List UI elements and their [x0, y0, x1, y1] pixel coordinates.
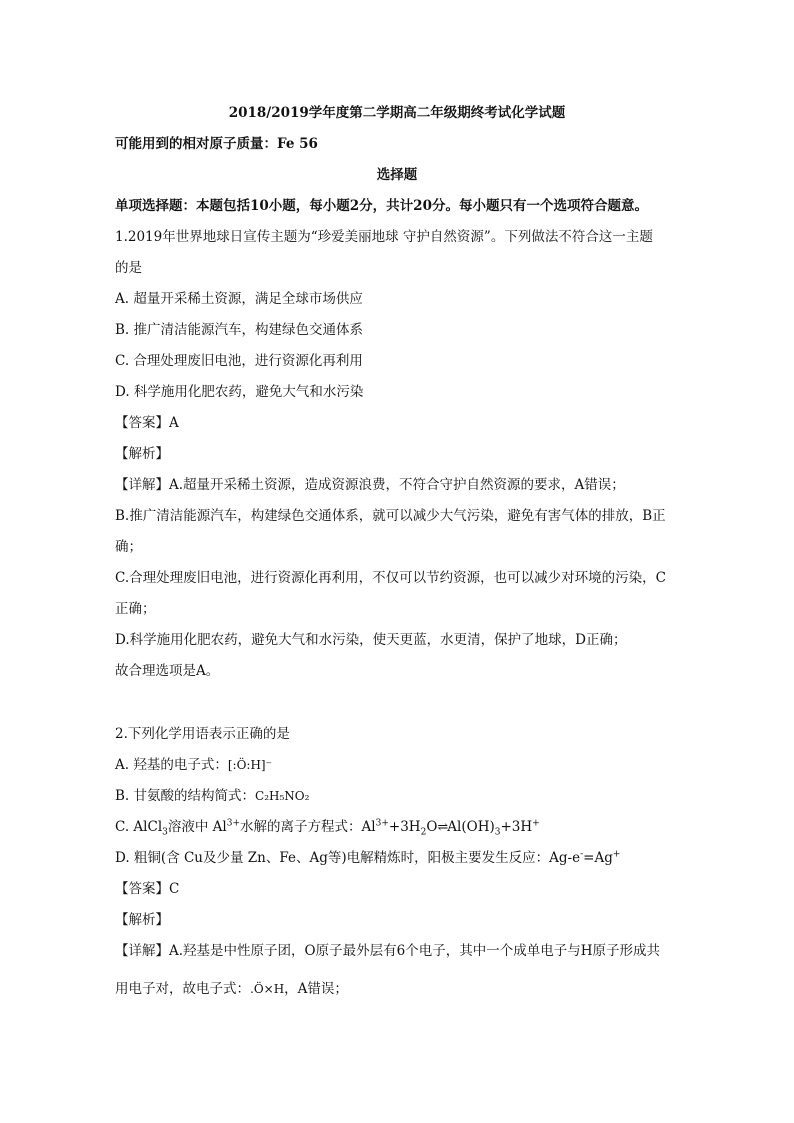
q2-option-b-text: B. 甘氨酸的结构简式： [115, 788, 256, 804]
atomic-mass-note: 可能用到的相对原子质量：Fe 56 [115, 136, 318, 152]
q2-c-sub: 3 [494, 827, 501, 838]
q2-analysis-label: 【解析】 [115, 912, 169, 928]
q2-c-part: +3H [388, 819, 421, 835]
q2-option-b [115, 787, 684, 805]
q2-option-d [115, 849, 684, 867]
q1-detail-c-line1: C.合理处理废旧电池，进行资源化再利用，不仅可以节约资源，也可以减少对环境的污染，C [115, 570, 666, 586]
q1-detail-b-line2: 确； [115, 539, 142, 555]
q2-detail-a-post: ，A错误； [284, 981, 348, 997]
q2-option-a-text: A. 羟基的电子式： [115, 757, 228, 773]
q1-detail-c-line2: 正确； [115, 601, 156, 617]
q1-option-b: B. 推广清洁能源汽车，构建绿色交通体系 [115, 322, 364, 338]
q2-d-part: =Ag [583, 850, 613, 866]
q1-detail-b-line1: B.推广清洁能源汽车，构建绿色交通体系，就可以减少大气污染，避免有害气体的排放，B正 [115, 508, 666, 524]
q2-c-part: 水解的离子方程式：Al [240, 819, 376, 835]
q2-c-part: Al(OH) [447, 819, 495, 835]
q2-detail-a-pre: 用电子对，故电子式： [115, 981, 250, 997]
q1-option-c: C. 合理处理废旧电池，进行资源化再利用 [115, 353, 363, 369]
q2-c-sup: 3+ [375, 818, 389, 829]
q2-option-b-formula: C₂H₅NO₂ [255, 789, 310, 803]
q2-c-part: O [426, 819, 438, 835]
q2-detail-a-line2 [115, 980, 684, 998]
q2-c-part: 溶液中 Al [167, 819, 227, 835]
q1-option-d: D. 科学施用化肥农药，避免大气和水污染 [115, 384, 364, 400]
q1-conclusion: 故合理选项是A。 [115, 663, 220, 679]
q1-detail-a: 【详解】A.超量开采稀土资源，造成资源浪费，不符合守护自然资源的要求，A错误； [115, 477, 625, 493]
q1-stem-line1: 1.2019年世界地球日宣传主题为“珍爱美丽地球 守护自然资源”。下列做法不符合这一主题 [115, 229, 653, 245]
section-heading: 选择题 [376, 167, 418, 183]
hydroxyl-lewis-formula: .Ö×H [250, 982, 285, 996]
q2-c-sub: 2 [420, 827, 427, 838]
q1-answer: 【答案】A [115, 415, 179, 431]
q2-option-a-formula: [:Ö:H]⁻ [227, 758, 272, 772]
equilibrium-arrow-icon: ⇌ [437, 820, 448, 835]
q2-option-a [115, 756, 684, 774]
instructions: 单项选择题：本题包括10小题，每小题2分，共计20分。每小题只有一个选项符合题意。 [115, 198, 648, 214]
q1-stem-line2: 的是 [115, 260, 142, 276]
q2-d-sup: - [580, 849, 584, 860]
q2-c-sup: 3+ [226, 818, 241, 829]
q2-d-part: D. 粗铜(含 Cu及少量 Zn、Fe、Ag等)电解精炼时，阳极主要发生反应：Ag-e [115, 850, 581, 866]
q2-c-part: C. AlCl [115, 819, 163, 835]
q1-analysis-label: 【解析】 [115, 446, 169, 462]
q2-stem: 2.下列化学用语表示正确的是 [115, 726, 290, 742]
q2-detail-a-line1: 【详解】A.羟基是中性原子团，O原子最外层有6个电子，其中一个成单电子与H原子形成共 [115, 943, 660, 959]
q1-option-a: A. 超量开采稀土资源，满足全球市场供应 [115, 291, 363, 307]
q2-d-sup: + [612, 849, 621, 860]
q1-detail-d: D.科学施用化肥农药，避免大气和水污染，使天更蓝，水更清，保护了地球，D正确； [115, 632, 627, 648]
q2-option-c [115, 818, 684, 837]
q2-answer: 【答案】C [115, 881, 180, 897]
q2-c-sup: + [532, 818, 540, 829]
q2-c-part: +3H [500, 819, 533, 835]
exam-title: 2018/2019学年度第二学期高二年级期终考试化学试题 [228, 105, 566, 121]
q2-c-sub: 3 [162, 827, 168, 838]
